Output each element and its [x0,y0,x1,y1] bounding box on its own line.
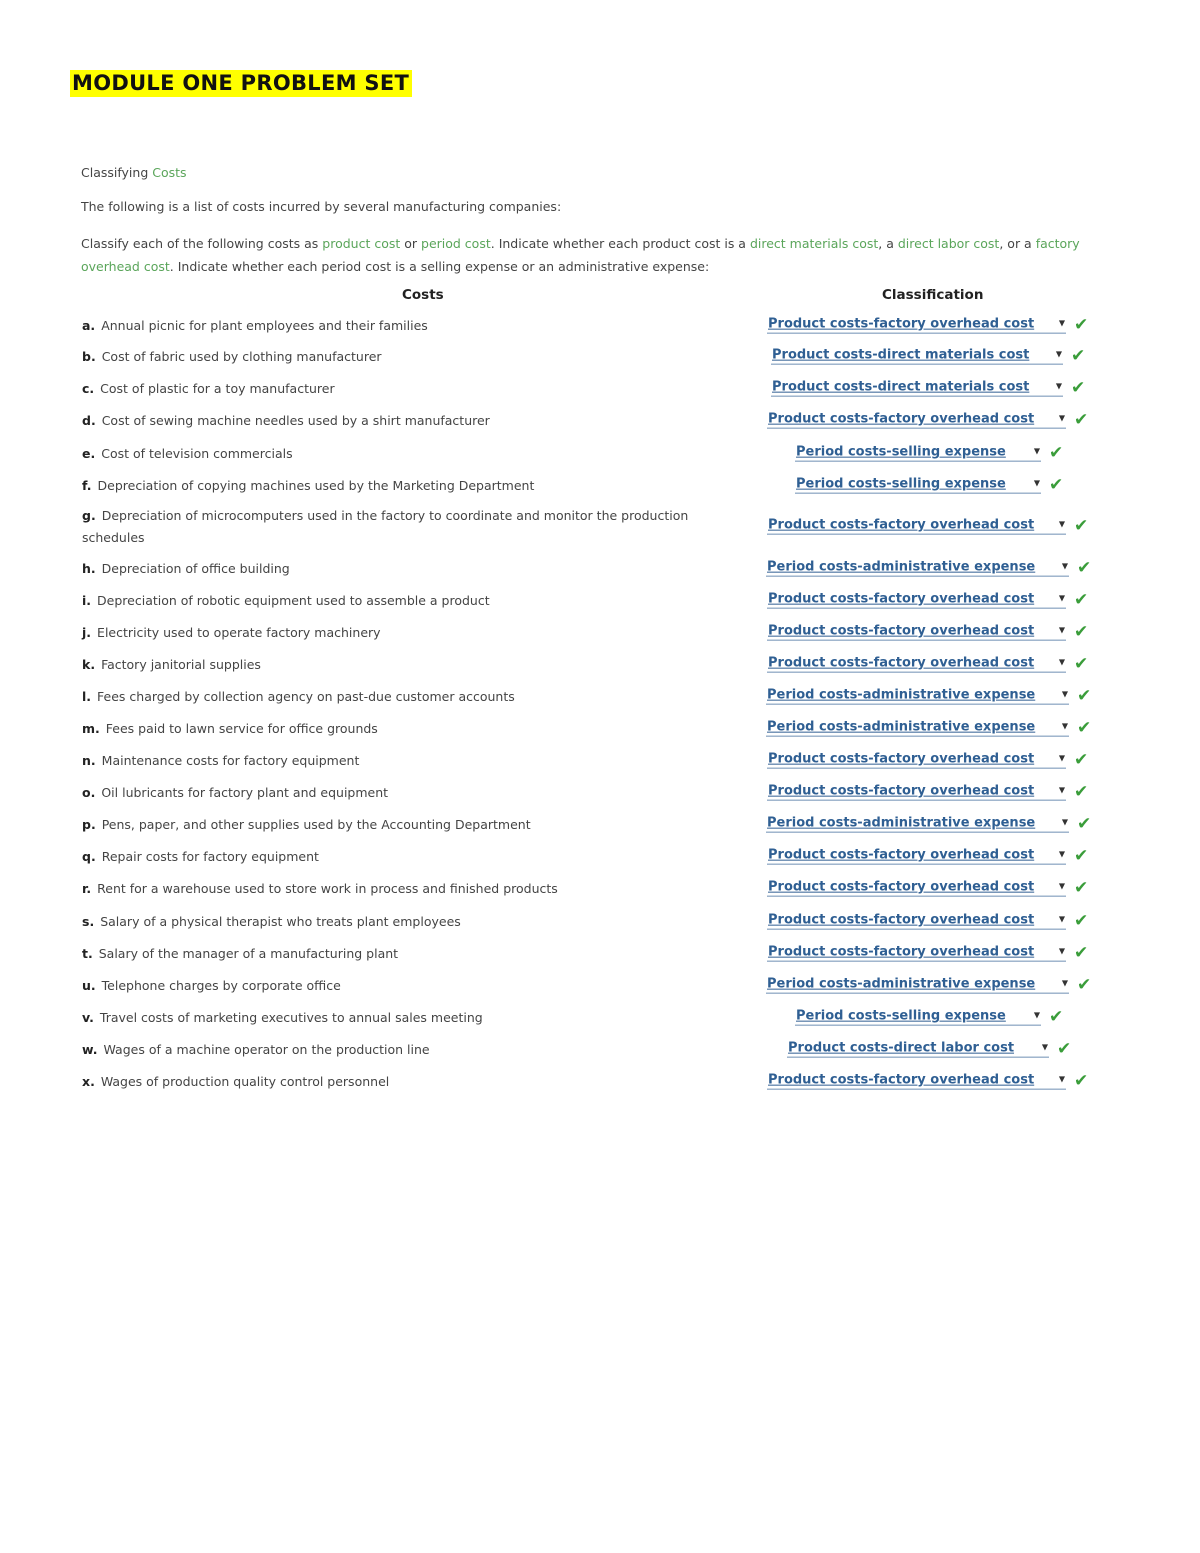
check-icon: ✔ [1077,718,1092,738]
item-letter: d. [82,413,96,428]
classification-dropdown[interactable] [766,816,1069,833]
check-icon: ✔ [1074,1071,1089,1091]
chevron-down-icon: ▼ [1058,753,1065,763]
item-letter: i. [82,593,92,608]
classification-dropdown[interactable] [771,380,1063,397]
item-text: Cost of television commercials [101,446,293,461]
item-letter: m. [82,721,100,736]
classification-dropdown[interactable] [767,848,1066,865]
dropdown-selected-value: Period costs-selling expense [796,444,1006,460]
check-icon: ✔ [1074,410,1089,430]
instructions-part: , or a [999,236,1036,251]
dropdown-selected-value: Product costs-factory overhead cost [768,623,1035,639]
dropdown-selected-value: Product costs-factory overhead cost [768,912,1035,928]
dropdown-selected-value: Product costs-factory overhead cost [768,316,1035,332]
item-text: Repair costs for factory equipment [101,849,319,864]
classification-dropdown[interactable] [766,720,1069,737]
chevron-down-icon: ▼ [1058,519,1065,529]
cost-item [82,943,722,965]
item-letter: f. [82,478,92,493]
item-text: Salary of a physical therapist who treats plant employees [100,914,461,929]
item-text: Rent for a warehouse used to store work in process and finished products [97,881,558,896]
direct-labor-cost-link[interactable]: direct labor cost [897,236,1000,251]
chevron-down-icon: ▼ [1058,946,1065,956]
cost-item [82,410,722,432]
item-text: Oil lubricants for factory plant and equipment [101,785,389,800]
item-letter: s. [82,914,95,929]
check-icon: ✔ [1057,1039,1072,1059]
cost-item [82,911,722,933]
classification-dropdown[interactable] [767,945,1066,962]
chevron-down-icon: ▼ [1058,413,1065,423]
item-text: Annual picnic for plant employees and their families [101,318,428,333]
item-letter: w. [82,1042,98,1057]
chevron-down-icon: ▼ [1061,817,1068,827]
dropdown-selected-value: Product costs-factory overhead cost [768,1072,1035,1088]
dropdown-selected-value: Product costs-factory overhead cost [768,411,1035,427]
document-title: MODULE ONE PROBLEM SET [70,70,412,97]
classification-dropdown[interactable] [767,913,1066,930]
item-text: Telephone charges by corporate office [101,978,341,993]
classification-dropdown[interactable] [795,477,1041,494]
chevron-down-icon: ▼ [1058,849,1065,859]
check-icon: ✔ [1049,443,1064,463]
instructions-part: . Indicate whether each product cost is a [490,236,750,251]
item-letter: e. [82,446,96,461]
dropdown-selected-value: Product costs-factory overhead cost [768,783,1035,799]
item-text: Maintenance costs for factory equipment [101,753,360,768]
item-text: Depreciation of robotic equipment used to assemble a product [97,593,490,608]
direct-materials-cost-link[interactable]: direct materials cost [749,236,879,251]
classification-dropdown[interactable] [766,560,1069,577]
item-letter: g. [82,508,96,523]
dropdown-selected-value: Product costs-factory overhead cost [768,517,1035,533]
item-letter: o. [82,785,96,800]
instructions-part: Classify each of the following costs as [81,236,323,251]
section-heading [81,165,187,180]
item-text: Fees charged by collection agency on past-due customer accounts [97,689,515,704]
dropdown-selected-value: Product costs-factory overhead cost [768,847,1035,863]
item-letter: u. [82,978,96,993]
item-text: Electricity used to operate factory machinery [97,625,381,640]
chevron-down-icon: ▼ [1041,1042,1048,1052]
item-letter: r. [82,881,92,896]
classification-dropdown[interactable] [787,1041,1049,1058]
item-letter: n. [82,753,96,768]
cost-item [82,475,722,497]
dropdown-selected-value: Product costs-factory overhead cost [768,591,1035,607]
item-text: Depreciation of copying machines used by the Marketing Department [97,478,535,493]
cost-item [82,1007,722,1029]
classification-dropdown[interactable] [767,592,1066,609]
dropdown-selected-value: Product costs-factory overhead cost [768,655,1035,671]
section-heading-text: Classifying [81,165,153,180]
check-icon: ✔ [1071,378,1086,398]
item-text: Travel costs of marketing executives to annual sales meeting [99,1010,483,1025]
check-icon: ✔ [1074,846,1089,866]
item-text: Wages of production quality control personnel [100,1074,390,1089]
dropdown-selected-value: Period costs-administrative expense [767,815,1036,831]
classification-dropdown[interactable] [767,624,1066,641]
chevron-down-icon: ▼ [1061,721,1068,731]
classification-column-header: Classification [882,287,984,303]
instructions-part: . Indicate whether each period cost is a selling expense or an administrative expense: [169,259,710,274]
cost-item [82,346,722,368]
item-letter: q. [82,849,96,864]
classification-dropdown[interactable] [795,445,1041,462]
item-letter: b. [82,349,96,364]
item-text: Salary of the manager of a manufacturing plant [98,946,399,961]
cost-item [82,590,722,612]
check-icon: ✔ [1071,346,1086,366]
intro-text: The following is a list of costs incurred by several manufacturing companies: [81,199,562,214]
check-icon: ✔ [1074,590,1089,610]
check-icon: ✔ [1049,475,1064,495]
chevron-down-icon: ▼ [1058,625,1065,635]
chevron-down-icon: ▼ [1033,478,1040,488]
classification-dropdown[interactable] [767,752,1066,769]
cost-item [82,558,722,580]
check-icon: ✔ [1077,975,1092,995]
dropdown-selected-value: Product costs-direct labor cost [788,1040,1015,1056]
factory-overhead-cost-link[interactable]: factory overhead cost [81,236,1080,274]
chevron-down-icon: ▼ [1058,1074,1065,1084]
classification-dropdown[interactable] [767,784,1066,801]
dropdown-selected-value: Product costs-direct materials cost [772,347,1030,363]
cost-item [82,718,722,740]
item-text: Depreciation of microcomputers used in the factory to coordinate and monitor the production schedules [82,508,689,545]
check-icon: ✔ [1074,878,1089,898]
dropdown-selected-value: Period costs-selling expense [796,1008,1006,1024]
chevron-down-icon: ▼ [1058,881,1065,891]
classification-dropdown[interactable] [795,1009,1041,1026]
chevron-down-icon: ▼ [1055,381,1062,391]
period-cost-link[interactable]: period cost [421,236,491,251]
instructions-text [81,232,1121,278]
classification-dropdown[interactable] [767,412,1066,429]
dropdown-selected-value: Period costs-administrative expense [767,559,1036,575]
instructions-part: or [400,236,422,251]
item-letter: v. [82,1010,94,1025]
item-letter: t. [82,946,93,961]
chevron-down-icon: ▼ [1058,914,1065,924]
check-icon: ✔ [1074,782,1089,802]
check-icon: ✔ [1074,622,1089,642]
chevron-down-icon: ▼ [1061,689,1068,699]
classification-dropdown[interactable] [766,688,1069,705]
dropdown-selected-value: Period costs-selling expense [796,476,1006,492]
chevron-down-icon: ▼ [1033,1010,1040,1020]
chevron-down-icon: ▼ [1061,561,1068,571]
instructions-part: , a [878,236,898,251]
classification-dropdown[interactable] [767,656,1066,673]
item-letter: a. [82,318,96,333]
item-letter: x. [82,1074,95,1089]
dropdown-selected-value: Product costs-factory overhead cost [768,944,1035,960]
item-text: Wages of a machine operator on the production line [103,1042,430,1057]
cost-item [82,846,722,868]
cost-item [82,878,722,900]
check-icon: ✔ [1074,315,1089,335]
classification-dropdown[interactable] [767,518,1066,535]
item-letter: p. [82,817,96,832]
product-cost-link[interactable]: product cost [322,236,401,251]
check-icon: ✔ [1077,558,1092,578]
chevron-down-icon: ▼ [1058,785,1065,795]
item-letter: j. [82,625,92,640]
cost-item [82,505,722,549]
item-letter: l. [82,689,92,704]
dropdown-selected-value: Product costs-direct materials cost [772,379,1030,395]
cost-item [82,975,722,997]
cost-item [82,443,722,465]
chevron-down-icon: ▼ [1033,446,1040,456]
cost-item [82,1039,722,1061]
check-icon: ✔ [1074,750,1089,770]
check-icon: ✔ [1074,943,1089,963]
cost-item [82,814,722,836]
cost-item [82,686,722,708]
item-text: Pens, paper, and other supplies used by the Accounting Department [101,817,531,832]
cost-item [82,378,722,400]
chevron-down-icon: ▼ [1058,593,1065,603]
item-text: Cost of sewing machine needles used by a shirt manufacturer [101,413,490,428]
classification-dropdown[interactable] [767,317,1066,334]
dropdown-selected-value: Period costs-administrative expense [767,719,1036,735]
chevron-down-icon: ▼ [1061,978,1068,988]
cost-item [82,622,722,644]
cost-item [82,750,722,772]
dropdown-selected-value: Product costs-factory overhead cost [768,751,1035,767]
classification-dropdown[interactable] [771,348,1063,365]
item-letter: c. [82,381,95,396]
item-text: Factory janitorial supplies [101,657,261,672]
check-icon: ✔ [1077,814,1092,834]
dropdown-selected-value: Period costs-administrative expense [767,687,1036,703]
dropdown-selected-value: Product costs-factory overhead cost [768,879,1035,895]
cost-item [82,1071,722,1093]
check-icon: ✔ [1049,1007,1064,1027]
costs-glossary-link[interactable]: Costs [152,165,187,180]
item-text: Depreciation of office building [101,561,290,576]
chevron-down-icon: ▼ [1055,349,1062,359]
classification-dropdown[interactable] [766,977,1069,994]
dropdown-selected-value: Period costs-administrative expense [767,976,1036,992]
check-icon: ✔ [1077,686,1092,706]
item-text: Fees paid to lawn service for office grounds [105,721,378,736]
item-text: Cost of plastic for a toy manufacturer [100,381,335,396]
item-letter: k. [82,657,96,672]
chevron-down-icon: ▼ [1058,318,1065,328]
check-icon: ✔ [1074,516,1089,536]
item-text: Cost of fabric used by clothing manufacturer [101,349,382,364]
cost-item [82,654,722,676]
classification-dropdown[interactable] [767,1073,1066,1090]
costs-column-header: Costs [402,287,444,303]
cost-item [82,315,722,337]
cost-item [82,782,722,804]
item-letter: h. [82,561,96,576]
chevron-down-icon: ▼ [1058,657,1065,667]
check-icon: ✔ [1074,654,1089,674]
check-icon: ✔ [1074,911,1089,931]
classification-dropdown[interactable] [767,880,1066,897]
